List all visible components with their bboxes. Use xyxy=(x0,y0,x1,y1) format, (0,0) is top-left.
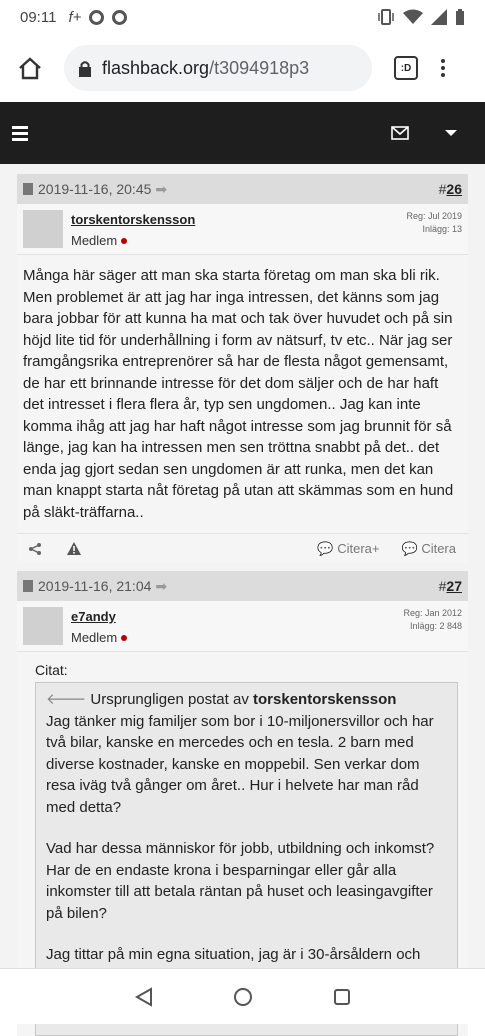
wifi-icon xyxy=(403,9,423,25)
system-nav-bar xyxy=(0,968,485,1024)
user-role: Medlem xyxy=(71,233,118,248)
quote-origin-user: torskentorskensson xyxy=(253,691,397,708)
post-header xyxy=(17,571,468,601)
status-bar xyxy=(0,0,485,34)
hamburger-menu-icon[interactable] xyxy=(12,126,28,141)
quote-paragraph: Jag tänker mig familjer som bor i 10-miljonersvillor och har två bilar, kanske en mercedes och en tesla. 2 barn med diverse kostnader, kanske en moppebil. Sen verkar dom resa iväg två gånger om året.. Hur i helvete har man råd med detta? xyxy=(46,712,434,816)
quote-paragraph: Jag tittar på min egna situation, jag är i 30-årsåldern och xyxy=(46,946,421,963)
arrow-right-icon[interactable]: ➡ xyxy=(155,577,168,594)
home-button[interactable] xyxy=(12,50,48,86)
status-time: 09:11 xyxy=(20,8,57,26)
lock-icon xyxy=(78,60,92,77)
document-icon xyxy=(23,183,33,195)
user-role: Medlem xyxy=(71,630,118,645)
quote-label: Citera xyxy=(421,540,456,556)
post-user xyxy=(17,204,468,255)
dot-icon xyxy=(441,66,445,70)
dot-icon xyxy=(441,59,445,63)
post-number xyxy=(439,578,462,594)
share-icon[interactable] xyxy=(29,543,41,555)
report-warning-icon[interactable] xyxy=(67,542,81,555)
post-number xyxy=(439,181,462,197)
dot-icon xyxy=(441,73,445,77)
post-date: 2019-11-16, 21:04 xyxy=(38,578,152,594)
post-number-prefix: # xyxy=(438,578,447,594)
post-body: Många här säger att man ska starta företag om man ska bli rik. Men problemet är att jag har inga intressen, det känns som jag bara jobbar för att kunna ha mat och tak över huvudet och på sin höjd lite tid för underhållning i form av nätsurf, tv etc.. När jag ser framgångsrika entreprenörer så har de flesta något gemensamt, de har ett brinnande intresse för det dom säljer och de har haft det intresset i flera flera år, typ sen ungdomen.. Jag kan inte komma ihåg att jag har haft något intresse som jag brunnit för så länge, jag kan ha intressen men sen tröttna snabbt på det.. det enda jag gjort sedan sen ungdomen är att runka, men det kan man knappt starta nåt företag på utan att skämmas som en hund på släkt-träffarna.. xyxy=(23,267,454,521)
url-path: /t3094918p3 xyxy=(209,57,310,78)
back-triangle-icon[interactable] xyxy=(135,988,153,1006)
post-number-link[interactable]: 27 xyxy=(446,578,462,594)
avatar[interactable] xyxy=(23,210,63,248)
battery-icon xyxy=(455,9,465,25)
address-bar[interactable] xyxy=(64,45,372,91)
mail-icon[interactable] xyxy=(391,126,409,140)
recents-square-icon[interactable] xyxy=(333,988,351,1006)
browser-menu-button[interactable] xyxy=(438,59,448,77)
home-circle-icon[interactable] xyxy=(233,987,253,1007)
browser-toolbar xyxy=(0,34,485,102)
home-icon xyxy=(17,56,43,80)
quote-plus-label: Citera+ xyxy=(337,540,380,556)
quote-title: Citat: xyxy=(35,662,68,678)
chrome-notification-icon xyxy=(112,10,127,25)
username-link[interactable]: e7andy xyxy=(71,609,116,624)
url-host: flashback.org xyxy=(102,57,210,78)
post xyxy=(17,571,468,1036)
quote-plus-button[interactable]: 💬 Citera+ xyxy=(317,540,380,556)
post-header xyxy=(17,174,468,204)
tab-switcher-button[interactable]: :D xyxy=(394,56,418,80)
user-dropdown-caret-icon[interactable] xyxy=(445,130,457,136)
quote-paragraph: Vad har dessa människor för jobb, utbildning och inkomst? Har de en endaste krona i besparningar eller går alla inkomster till att betala räntan på huset och leasingavgifter på bilen? xyxy=(46,840,435,922)
post-date: 2019-11-16, 20:45 xyxy=(38,181,152,197)
document-icon xyxy=(23,580,33,592)
offline-status-dot-icon xyxy=(121,238,127,244)
site-navbar xyxy=(0,102,485,164)
username-link[interactable]: torskentorskensson xyxy=(71,212,196,227)
offline-status-dot-icon xyxy=(121,635,127,641)
post-footer xyxy=(17,533,468,563)
quote-origin xyxy=(46,689,447,711)
user-post-count: Inlägg: 2 848 xyxy=(409,621,462,631)
post-number-prefix: # xyxy=(438,181,447,197)
user-reg-date: Reg: Jan 2012 xyxy=(403,608,462,618)
arrow-right-icon[interactable]: ➡ xyxy=(155,180,168,197)
post-user xyxy=(17,601,468,652)
back-arrow-icon[interactable]: 🡐 xyxy=(46,691,87,708)
user-reg-date: Reg: Jul 2019 xyxy=(406,211,462,221)
thread-content xyxy=(0,164,485,968)
signal-icon xyxy=(431,9,447,25)
quote-button[interactable]: 💬 Citera xyxy=(401,540,456,556)
fb-notification-icon: f+ xyxy=(68,8,82,26)
post-number-link[interactable]: 26 xyxy=(446,181,462,197)
quote-origin-prefix: Ursprungligen postat av xyxy=(90,691,249,708)
notification-circle-icon xyxy=(89,10,104,25)
vibrate-icon xyxy=(377,9,395,25)
post xyxy=(17,174,468,563)
avatar[interactable] xyxy=(23,607,63,645)
user-post-count: Inlägg: 13 xyxy=(422,224,462,234)
